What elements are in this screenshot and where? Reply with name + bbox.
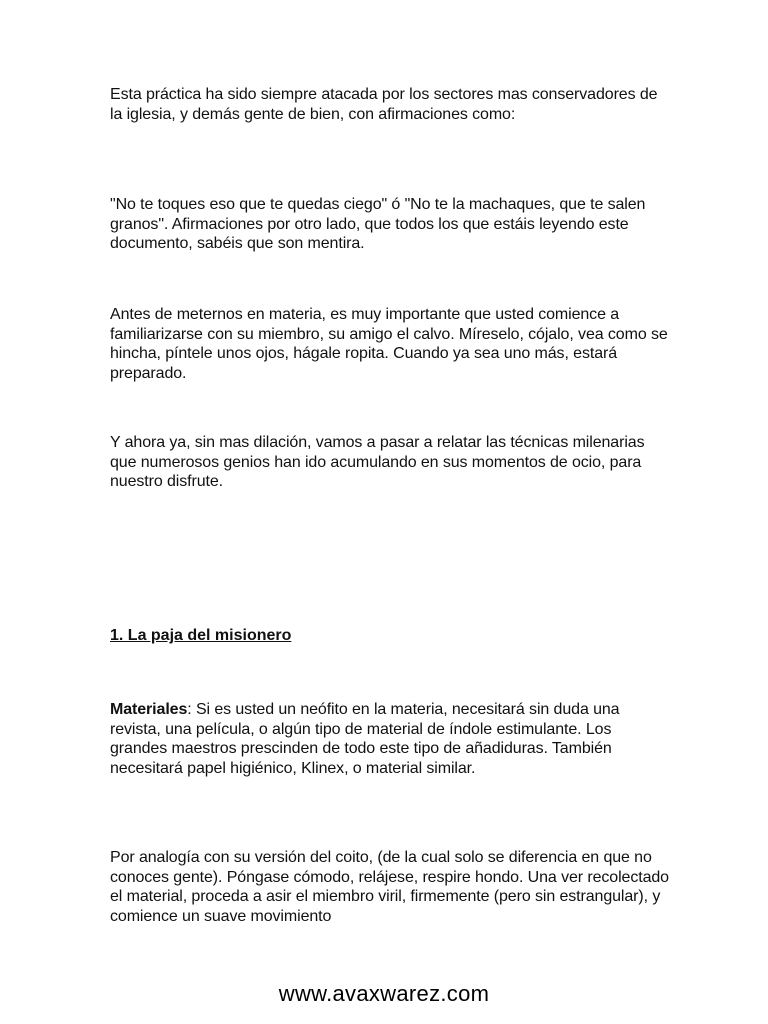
- footer-url: www.avaxwarez.com: [278, 981, 490, 1006]
- materials-text: : Si es usted un neófito en la materia, necesitará sin duda una revista, una película, o algún tipo de material de índole estimulante. Los grandes maestros prescinden de todo este tipo de añadiduras. También necesitará papel higiénico, Klinex, o material similar.: [110, 701, 620, 777]
- paragraph-quotes: "No te toques eso que te quedas ciego" ó "No te la machaques, que te salen granos". Afirmaciones por otro lado, que todos los que estáis leyendo este documento, sabéis que son mentira.: [110, 196, 646, 252]
- paragraph-materials: [110, 700, 670, 778]
- materials-term: Materiales: [110, 701, 188, 718]
- paragraph-before-starting: Antes de meternos en materia, es muy importante que usted comience a familiarizarse con su miembro, su amigo el calvo. Míreselo, cójalo, vea como se hincha, píntele unos ojos, hágale ropita. Cuando ya sea uno más, estará preparado.: [110, 306, 668, 382]
- section-heading: 1. La paja del misionero: [110, 627, 292, 644]
- paragraph-techniques: Y ahora ya, sin mas dilación, vamos a pasar a relatar las técnicas milenarias que numerosos genios han ido acumulando en sus momentos de ocio, para nuestro disfrute.: [110, 434, 645, 490]
- paragraph-intro: Esta práctica ha sido siempre atacada por los sectores mas conservadores de la iglesia, y demás gente de bien, con afirmaciones como:: [110, 86, 658, 123]
- paragraph-procedure: Por analogía con su versión del coito, (de la cual solo se diferencia en que no conoces gente). Póngase cómodo, relájese, respire hondo. Una ver recolectado el material, proceda a asir el miembro viril, firmemente (pero sin estrangular), y comience un suave movimiento: [110, 849, 669, 925]
